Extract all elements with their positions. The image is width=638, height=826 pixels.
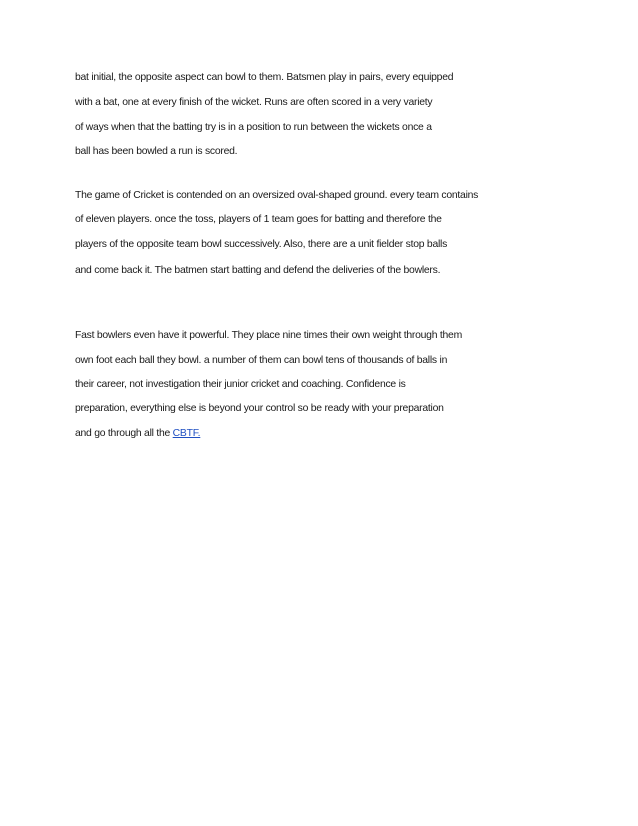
paragraph-1-line-2: with a bat, one at every finish of the wicket. Runs are often scored in a very variety xyxy=(75,97,433,108)
paragraph-1-line-1: bat initial, the opposite aspect can bowl to them. Batsmen play in pairs, every equipped xyxy=(75,72,454,83)
cbtf-link[interactable]: CBTF. xyxy=(172,428,201,439)
paragraph-2-line-3: players of the opposite team bowl successively. Also, there are a unit fielder stop balls xyxy=(75,239,448,250)
paragraph-1-line-3: of ways when that the batting try is in a position to run between the wickets once a xyxy=(75,122,432,133)
paragraph-3-line-5-text: and go through all the xyxy=(75,428,173,439)
paragraph-3-line-5 xyxy=(75,427,200,440)
paragraph-3-line-1: Fast bowlers even have it powerful. They place nine times their own weight through them xyxy=(75,330,462,341)
paragraph-3-line-4: preparation, everything else is beyond your control so be ready with your preparation xyxy=(75,403,444,414)
paragraph-3-line-3: their career, not investigation their junior cricket and coaching. Confidence is xyxy=(75,379,406,390)
paragraph-1-line-4: ball has been bowled a run is scored. xyxy=(75,146,238,157)
paragraph-2-line-2: of eleven players. once the toss, players of 1 team goes for batting and therefore the xyxy=(75,214,442,225)
paragraph-2-line-1: The game of Cricket is contended on an oversized oval-shaped ground. every team contains xyxy=(75,190,479,201)
paragraph-2-line-4: and come back it. The batmen start batting and defend the deliveries of the bowlers. xyxy=(75,265,441,276)
paragraph-3-line-2: own foot each ball they bowl. a number of them can bowl tens of thousands of balls in xyxy=(75,355,448,366)
